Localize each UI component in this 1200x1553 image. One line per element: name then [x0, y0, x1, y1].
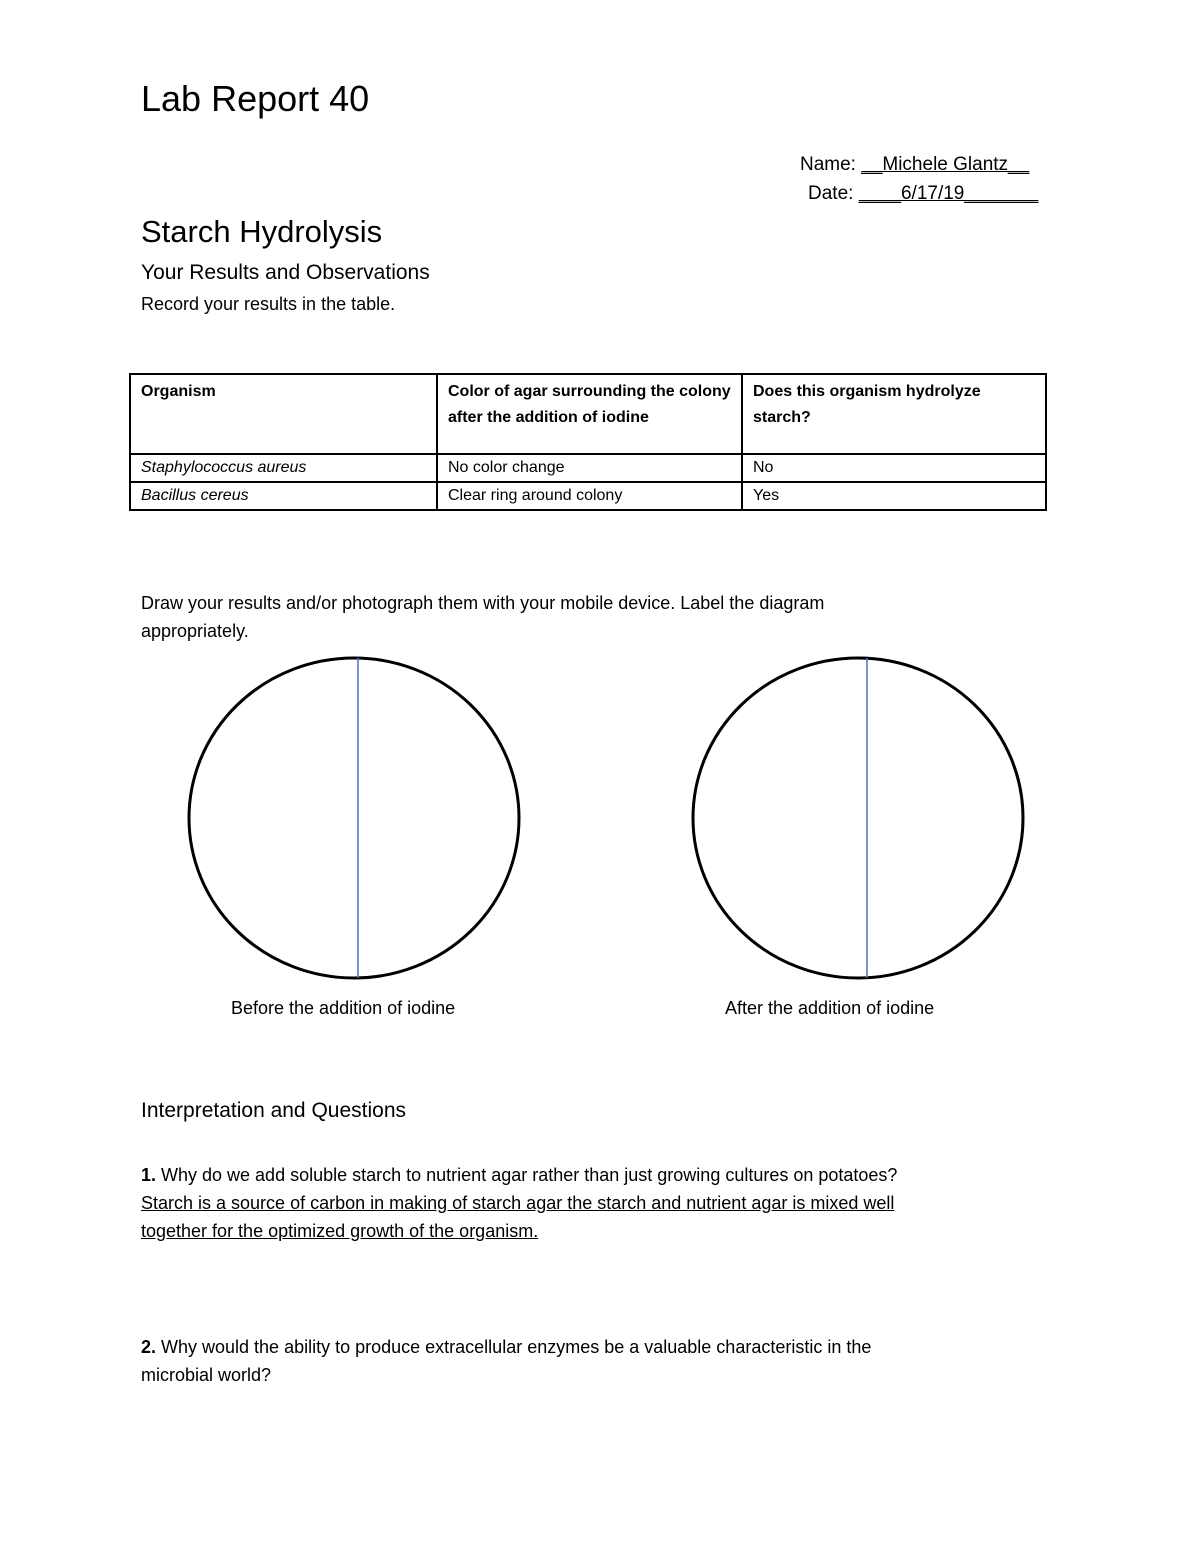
name-value: __Michele Glantz__: [861, 154, 1030, 175]
caption-before: Before the addition of iodine: [231, 998, 456, 1018]
question-number: 1.: [141, 1165, 157, 1185]
subsection-title: Your Results and Observations: [141, 261, 430, 284]
color-cell: No color change: [437, 454, 742, 482]
interpretation-title: Interpretation and Questions: [141, 1099, 407, 1122]
date-value: ____6/17/19_______: [858, 183, 1039, 204]
caption-after: After the addition of iodine: [725, 998, 935, 1018]
answer-1-line1: Starch is a source of carbon in making of starch agar the starch and nutrient agar is mixed well: [141, 1193, 895, 1213]
header-color: Color of agar surrounding the colony after the addition of iodine: [437, 374, 742, 454]
question-text: Why do we add soluble starch to nutrient agar rather than just growing cultures on potatoes?: [156, 1165, 898, 1185]
date-label: Date:: [808, 183, 854, 204]
answer-1-line2: together for the optimized growth of the organism.: [141, 1221, 539, 1241]
draw-instruction-line1: Draw your results and/or photograph them with your mobile device. Label the diagram: [141, 593, 825, 613]
instruction-text: Record your results in the table.: [141, 294, 396, 314]
header-organism: Organism: [130, 374, 437, 454]
question-2-line2: microbial world?: [141, 1365, 272, 1385]
draw-instruction-line2: appropriately.: [141, 621, 249, 641]
question-number: 2.: [141, 1337, 157, 1357]
name-label: Name:: [800, 154, 856, 175]
question-2: [141, 1337, 871, 1358]
petri-dish-before: [189, 658, 519, 978]
organism-cell: Staphylococcus aureus: [130, 454, 437, 482]
hydrolyze-cell: No: [742, 454, 1046, 482]
petri-dish-after: [693, 658, 1023, 978]
question-1: [141, 1165, 897, 1186]
section-title: Starch Hydrolysis: [141, 214, 383, 249]
question-text: Why would the ability to produce extracellular enzymes be a valuable characteristic in the: [156, 1337, 872, 1357]
organism-cell: Bacillus cereus: [130, 482, 437, 510]
color-cell: Clear ring around colony: [437, 482, 742, 510]
document-title: Lab Report 40: [141, 78, 370, 119]
hydrolyze-cell: Yes: [742, 482, 1046, 510]
header-hydrolyze: Does this organism hydrolyze starch?: [742, 374, 1046, 454]
